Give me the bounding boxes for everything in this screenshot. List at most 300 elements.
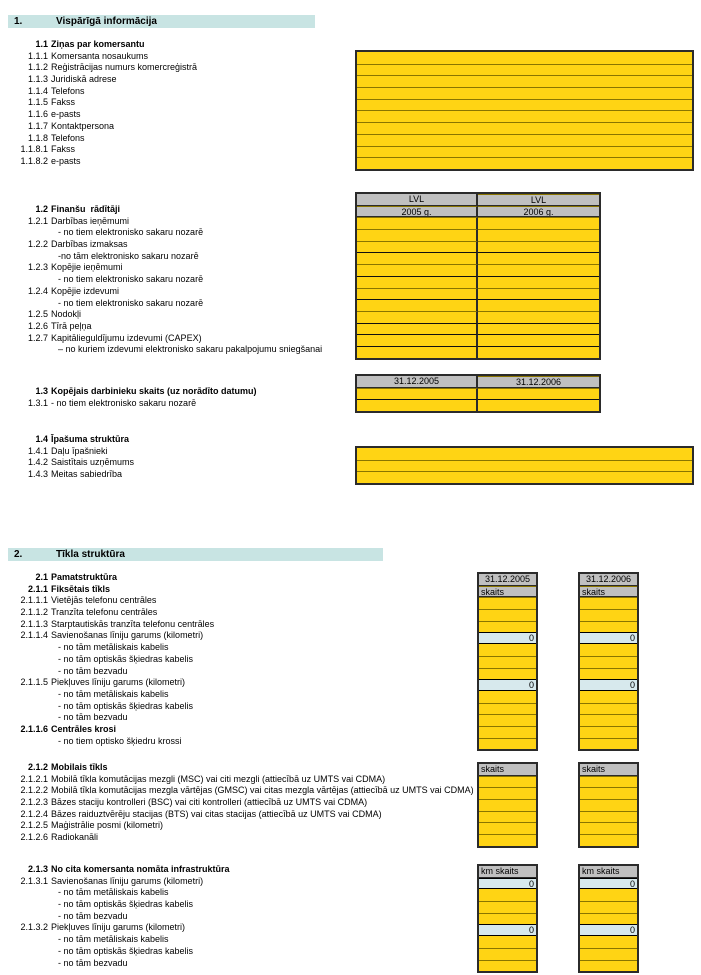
label-text: Bāzes raiduztvērēju stacijas (BTS) vai citas stacijas (attiecībā uz UMTS vai CDMA) (51, 808, 382, 819)
input-cell[interactable] (479, 811, 536, 823)
label-text: Ziņas par komersantu (51, 39, 145, 49)
form-label-row (8, 630, 214, 642)
form-label-row (8, 144, 197, 156)
form-label-row (8, 39, 197, 51)
label-text: Savienošanas līniju garums (kilometri) (51, 875, 204, 886)
form-label-row (8, 595, 214, 607)
label-number: 1.4.2 (27, 457, 48, 468)
section-1-number: 1. (14, 16, 23, 27)
input-cell[interactable] (479, 738, 536, 750)
input-cell[interactable] (478, 264, 599, 276)
form-label-row (8, 156, 197, 168)
input-cell[interactable] (478, 288, 599, 300)
input-cell[interactable] (580, 811, 637, 823)
form-label-row (8, 386, 257, 398)
label-text: Darbības izmaksas (51, 239, 128, 250)
form-label-row (8, 572, 214, 584)
form-label-row (8, 398, 257, 410)
form-label-row (8, 642, 214, 654)
section-1-header (8, 15, 315, 28)
label-text: Daļu īpašnieki (51, 445, 108, 456)
label-number: 1.4.1 (27, 445, 48, 456)
label-number (8, 899, 48, 911)
table-employee-count (355, 374, 601, 413)
input-cell[interactable] (357, 346, 478, 358)
sub-header: skaits (479, 764, 536, 776)
input-cell[interactable] (357, 110, 692, 122)
form-label-row (8, 654, 214, 666)
label-text: - no tām optiskās šķiedras kabelis (58, 899, 194, 910)
form-label-row (8, 887, 230, 899)
input-cell[interactable] (479, 948, 536, 960)
form-label-row (8, 876, 230, 888)
input-cell[interactable] (580, 621, 637, 633)
form-label-row (8, 469, 134, 481)
input-cell[interactable] (580, 960, 637, 972)
input-cell[interactable] (357, 146, 692, 158)
form-label-row (8, 333, 322, 345)
input-cell[interactable] (357, 252, 478, 264)
label-number: 2.1.1.2 (20, 607, 48, 618)
input-cell[interactable] (357, 52, 692, 64)
labels-fixed-network (8, 572, 214, 747)
input-cell[interactable] (479, 901, 536, 913)
input-cell[interactable] (357, 264, 478, 276)
section-1-title: Vispārīgā informācija (56, 16, 157, 27)
label-number: 1.1.3 (27, 74, 48, 85)
label-number: 1.2.5 (27, 309, 48, 320)
form-label-row (8, 133, 197, 145)
form-label-row (8, 946, 230, 958)
input-cell[interactable] (479, 799, 536, 811)
labels-company-info (8, 39, 197, 168)
label-text: Komersanta nosaukums (51, 50, 149, 61)
section-2-title: Tīkla struktūra (56, 549, 125, 560)
total-cell[interactable]: 0 (479, 632, 536, 644)
form-label-row (8, 724, 214, 736)
form-label-row (8, 584, 214, 596)
input-cell[interactable] (479, 822, 536, 834)
label-text: Tranzīta telefonu centrāles (51, 607, 158, 618)
input-cell[interactable] (479, 960, 536, 972)
input-cell[interactable] (580, 913, 637, 925)
label-number: 2.1.1 (27, 583, 48, 594)
input-cell[interactable] (478, 299, 599, 311)
input-cell[interactable] (357, 299, 478, 311)
total-cell[interactable]: 0 (479, 878, 536, 890)
total-cell[interactable]: 0 (479, 679, 536, 691)
input-cell[interactable] (580, 691, 637, 703)
form-label-row (8, 809, 474, 821)
label-text: Maģistrālie posmi (kilometri) (51, 820, 164, 831)
form-label-row (8, 958, 230, 970)
input-cell[interactable] (479, 726, 536, 738)
input-cell[interactable] (478, 346, 599, 358)
form-label-row (8, 607, 214, 619)
input-cell[interactable] (357, 448, 692, 460)
form-label-row (8, 216, 322, 228)
input-cell[interactable] (479, 656, 536, 668)
labels-employee-count (8, 386, 257, 409)
input-cell[interactable] (580, 703, 637, 715)
label-number: 2.1.3 (27, 864, 48, 874)
form-label-row (8, 922, 230, 934)
table-fixed-network-2006 (578, 572, 639, 751)
label-number (8, 958, 48, 970)
form-label-row (8, 774, 474, 786)
label-number: 2.1.2.4 (20, 808, 48, 819)
label-number: 1.1.8.2 (20, 155, 48, 166)
input-cell[interactable] (357, 471, 692, 483)
column-header: 31.12.2006 (580, 574, 637, 586)
input-cell[interactable] (580, 822, 637, 834)
input-cell[interactable] (357, 276, 478, 288)
label-text: Tīrā peļņa (51, 320, 92, 331)
table-rented-infrastructure-2005 (477, 864, 538, 973)
input-cell[interactable] (580, 799, 637, 811)
label-number: 1.1.5 (27, 97, 48, 108)
label-number (8, 251, 48, 263)
label-number: 2.1.2.3 (20, 797, 48, 808)
label-number: 1.2.1 (27, 215, 48, 226)
label-number: 1.1.2 (27, 62, 48, 73)
column-header: 31.12.2005 (357, 376, 478, 388)
label-text: Reģistrācijas numurs komercreģistrā (51, 62, 198, 73)
form-label-row (8, 251, 322, 263)
input-cell[interactable] (478, 217, 599, 229)
label-number (8, 701, 48, 713)
input-cell[interactable] (580, 597, 637, 609)
total-cell[interactable]: 0 (479, 924, 536, 936)
label-text: Savienošanas līniju garums (kilometri) (51, 630, 204, 641)
label-number: 1.2.7 (27, 332, 48, 343)
label-text: Darbības ieņēmumi (51, 215, 130, 226)
input-cell[interactable] (479, 597, 536, 609)
input-cell[interactable] (479, 889, 536, 901)
sub-header: km skaits (580, 866, 637, 878)
table-fixed-network-2005 (477, 572, 538, 751)
label-text: Fakss (51, 144, 76, 155)
form-label-row (8, 864, 230, 876)
input-cell[interactable] (478, 241, 599, 253)
form-label-row (8, 446, 134, 458)
label-number: 1.2.6 (27, 320, 48, 331)
input-cell[interactable] (479, 936, 536, 948)
input-cell[interactable] (357, 241, 478, 253)
input-cell[interactable] (478, 334, 599, 346)
input-cell[interactable] (357, 460, 692, 472)
table-mobile-network-2006 (578, 762, 639, 848)
label-number: 2.1.1.5 (20, 677, 48, 688)
labels-financial-indicators (8, 204, 322, 356)
input-cell[interactable] (357, 229, 478, 241)
form-label-row (8, 204, 322, 216)
input-cell[interactable] (479, 703, 536, 715)
label-number: 1.1.4 (27, 85, 48, 96)
input-cell[interactable] (580, 834, 637, 846)
label-number: 2.1.2.5 (20, 820, 48, 831)
label-number (8, 344, 48, 356)
sub-header: skaits (580, 586, 637, 598)
label-text: - no tiem optisko šķiedru krossi (58, 735, 182, 746)
input-cell[interactable] (479, 609, 536, 621)
label-number: 2.1.1.3 (20, 618, 48, 629)
label-number: 2.1.3.2 (20, 922, 48, 933)
label-number: 1.1.8 (27, 132, 48, 143)
sub-header: skaits (479, 586, 536, 598)
table-financial-indicators (355, 192, 601, 360)
label-number: 1.3 (35, 386, 48, 396)
input-cell[interactable] (580, 901, 637, 913)
form-label-row (8, 262, 322, 274)
label-text: Kopējie ieņēmumi (51, 262, 123, 273)
label-number: 1.4.3 (27, 469, 48, 480)
label-text: Juridiskā adrese (51, 74, 117, 85)
label-number (8, 227, 48, 239)
form-label-row (8, 62, 197, 74)
input-cell[interactable] (478, 311, 599, 323)
label-text: - no tiem elektronisko sakaru nozarē (58, 297, 204, 308)
label-number: 1.4 (35, 434, 48, 444)
form-label-row (8, 74, 197, 86)
label-text: Pamatstruktūra (51, 572, 118, 582)
label-text: - no tām bezvadu (58, 957, 128, 968)
input-cell[interactable] (580, 776, 637, 788)
label-number: 2.1.3.1 (20, 875, 48, 886)
input-cell[interactable] (357, 75, 692, 87)
form-label-row (8, 934, 230, 946)
input-cell[interactable] (479, 913, 536, 925)
label-text: -no tām elektronisko sakaru nozarē (58, 250, 199, 261)
label-text: Centrāles krosi (51, 723, 117, 734)
column-header: 2005 g. (357, 206, 478, 218)
label-text: Radiokanāli (51, 832, 99, 843)
form-label-row (8, 309, 322, 321)
label-text: Fakss (51, 97, 76, 108)
labels-rented-infrastructure (8, 864, 230, 969)
label-number: 1.2 (35, 204, 48, 214)
input-cell[interactable] (479, 834, 536, 846)
label-number (8, 946, 48, 958)
form-label-row (8, 298, 322, 310)
label-text: Kopējais darbinieku skaits (uz norādīto datumu) (51, 386, 257, 396)
section-2-number: 2. (14, 549, 23, 560)
label-number (8, 642, 48, 654)
input-cell[interactable] (357, 64, 692, 76)
input-cell[interactable] (478, 388, 599, 400)
label-text: Mobilā tīkla komutācijas mezgla vārtējas (GMSC) vai citas mezgla vārtējas (attiecībā uz UMTS vai CDMA) (51, 785, 474, 796)
label-text: - no tiem elektronisko sakaru nozarē (58, 227, 204, 238)
form-label-row (8, 832, 474, 844)
label-number: 1.3.1 (27, 397, 48, 408)
input-cell[interactable] (580, 609, 637, 621)
form-label-row (8, 762, 474, 774)
input-cell[interactable] (580, 936, 637, 948)
form-label-row (8, 109, 197, 121)
input-cell[interactable] (479, 776, 536, 788)
label-text: Nodokļi (51, 309, 82, 320)
form-label-row (8, 689, 214, 701)
label-text: Fiksētais tīkls (51, 583, 111, 594)
label-text: - no tām metāliskais kabelis (58, 688, 169, 699)
form-label-row (8, 121, 197, 133)
label-text: Meitas sabiedrība (51, 469, 123, 480)
label-text: - no tām metāliskais kabelis (58, 642, 169, 653)
input-cell[interactable] (357, 288, 478, 300)
input-cell[interactable] (580, 726, 637, 738)
input-cell[interactable] (357, 122, 692, 134)
label-number: 2.1.2.1 (20, 773, 48, 784)
input-cell[interactable] (479, 621, 536, 633)
form-label-row (8, 785, 474, 797)
input-cell[interactable] (580, 948, 637, 960)
form-label-row (8, 274, 322, 286)
input-cell[interactable] (357, 323, 478, 335)
input-cell[interactable] (479, 691, 536, 703)
labels-ownership-structure (8, 434, 134, 481)
label-text: Finanšu rādītāji (51, 204, 121, 214)
input-block-ownership-structure (355, 446, 694, 485)
label-text: Mobilais tīkls (51, 762, 108, 772)
label-text: Piekļuves līniju garums (kilometri) (51, 677, 186, 688)
input-cell[interactable] (580, 714, 637, 726)
form-label-row (8, 619, 214, 631)
input-cell[interactable] (580, 889, 637, 901)
label-number: 1.1.1 (27, 50, 48, 61)
form-label-row (8, 344, 322, 356)
label-text: No cita komersanta nomāta infrastruktūra (51, 864, 230, 874)
label-text: Vietējās telefonu centrāles (51, 595, 157, 606)
label-text: Īpašuma struktūra (51, 434, 130, 444)
input-cell[interactable] (479, 668, 536, 680)
label-text: Telefons (51, 132, 85, 143)
form-label-row (8, 434, 134, 446)
label-number: 2.1.1.1 (20, 595, 48, 606)
label-text: - no tām optiskās šķiedras kabelis (58, 653, 194, 664)
label-number: 1.2.2 (27, 239, 48, 250)
form-label-row (8, 86, 197, 98)
form-label-row (8, 97, 197, 109)
input-cell[interactable] (357, 399, 478, 411)
label-number: 2.1.2.2 (20, 785, 48, 796)
form-label-row (8, 736, 214, 748)
input-cell[interactable] (479, 787, 536, 799)
form-label-row (8, 666, 214, 678)
label-number (8, 298, 48, 310)
input-cell[interactable] (357, 99, 692, 111)
label-text: - no tām metāliskais kabelis (58, 887, 169, 898)
label-text: Kontaktpersona (51, 120, 115, 131)
unit-header: LVL (478, 194, 599, 206)
input-cell[interactable] (357, 388, 478, 400)
unit-header: LVL (357, 194, 478, 206)
form-label-row (8, 701, 214, 713)
label-text: - no tiem elektronisko sakaru nozarē (58, 274, 204, 285)
input-cell[interactable] (479, 644, 536, 656)
column-header: 31.12.2006 (478, 376, 599, 388)
label-text: Kopējie izdevumi (51, 285, 120, 296)
input-block-company-info (355, 50, 694, 171)
label-text: Piekļuves līniju garums (kilometri) (51, 922, 186, 933)
form-label-row (8, 321, 322, 333)
label-text: - no tām bezvadu (58, 712, 128, 723)
input-cell[interactable] (580, 738, 637, 750)
label-number (8, 934, 48, 946)
input-cell[interactable] (580, 787, 637, 799)
input-cell[interactable] (478, 399, 599, 411)
input-cell[interactable] (357, 157, 692, 169)
form-label-row (8, 797, 474, 809)
label-text: - no tām optiskās šķiedras kabelis (58, 700, 194, 711)
form-label-row (8, 286, 322, 298)
label-number: 2.1 (35, 572, 48, 582)
label-text: Saistītais uzņēmums (51, 457, 135, 468)
label-text: e-pasts (51, 109, 81, 120)
input-cell[interactable] (580, 656, 637, 668)
label-number (8, 712, 48, 724)
input-cell[interactable] (357, 134, 692, 146)
sub-header: km skaits (479, 866, 536, 878)
label-number (8, 911, 48, 923)
input-cell[interactable] (357, 334, 478, 346)
label-number: 1.1.8.1 (20, 144, 48, 155)
input-cell[interactable] (357, 217, 478, 229)
label-text: Starptautiskās tranzīta telefonu centrāles (51, 618, 215, 629)
form-label-row (8, 911, 230, 923)
input-cell[interactable] (357, 311, 478, 323)
sub-header: skaits (580, 764, 637, 776)
label-text: e-pasts (51, 155, 81, 166)
form-label-row (8, 239, 322, 251)
input-cell[interactable] (478, 276, 599, 288)
input-cell[interactable] (580, 644, 637, 656)
label-number (8, 666, 48, 678)
form-label-row (8, 227, 322, 239)
total-cell[interactable]: 0 (580, 924, 637, 936)
label-text: Bāzes staciju kontrolleri (BSC) vai citi kontrolleri (attiecībā uz UMTS vai CDMA) (51, 797, 368, 808)
label-number: 2.1.1.4 (20, 630, 48, 641)
total-cell[interactable]: 0 (580, 632, 637, 644)
label-text: Telefons (51, 85, 85, 96)
label-number: 2.1.2 (27, 762, 48, 772)
label-number: 1.1.6 (27, 109, 48, 120)
form-label-row (8, 899, 230, 911)
section-2-header (8, 548, 383, 561)
column-header: 31.12.2005 (479, 574, 536, 586)
label-text: - no tām bezvadu (58, 910, 128, 921)
label-text: - no tām bezvadu (58, 665, 128, 676)
label-number: 2.1.1.6 (20, 723, 48, 734)
table-rented-infrastructure-2006 (578, 864, 639, 973)
input-cell[interactable] (478, 252, 599, 264)
label-text: - no tām optiskās šķiedras kabelis (58, 945, 194, 956)
input-cell[interactable] (357, 87, 692, 99)
form-label-row (8, 712, 214, 724)
label-text: Kapitālieguldījumu izdevumi (CAPEX) (51, 332, 202, 343)
total-cell[interactable]: 0 (580, 679, 637, 691)
label-number: 1.1.7 (27, 120, 48, 131)
table-mobile-network-2005 (477, 762, 538, 848)
total-cell[interactable]: 0 (580, 878, 637, 890)
input-cell[interactable] (479, 714, 536, 726)
label-number: 1.2.4 (27, 285, 48, 296)
input-cell[interactable] (580, 668, 637, 680)
form-label-row (8, 677, 214, 689)
column-header: 2006 g. (478, 206, 599, 218)
label-text: Mobilā tīkla komutācijas mezgli (MSC) vai citi mezgli (attiecībā uz UMTS vai CDMA) (51, 773, 386, 784)
input-cell[interactable] (478, 229, 599, 241)
input-cell[interactable] (478, 323, 599, 335)
